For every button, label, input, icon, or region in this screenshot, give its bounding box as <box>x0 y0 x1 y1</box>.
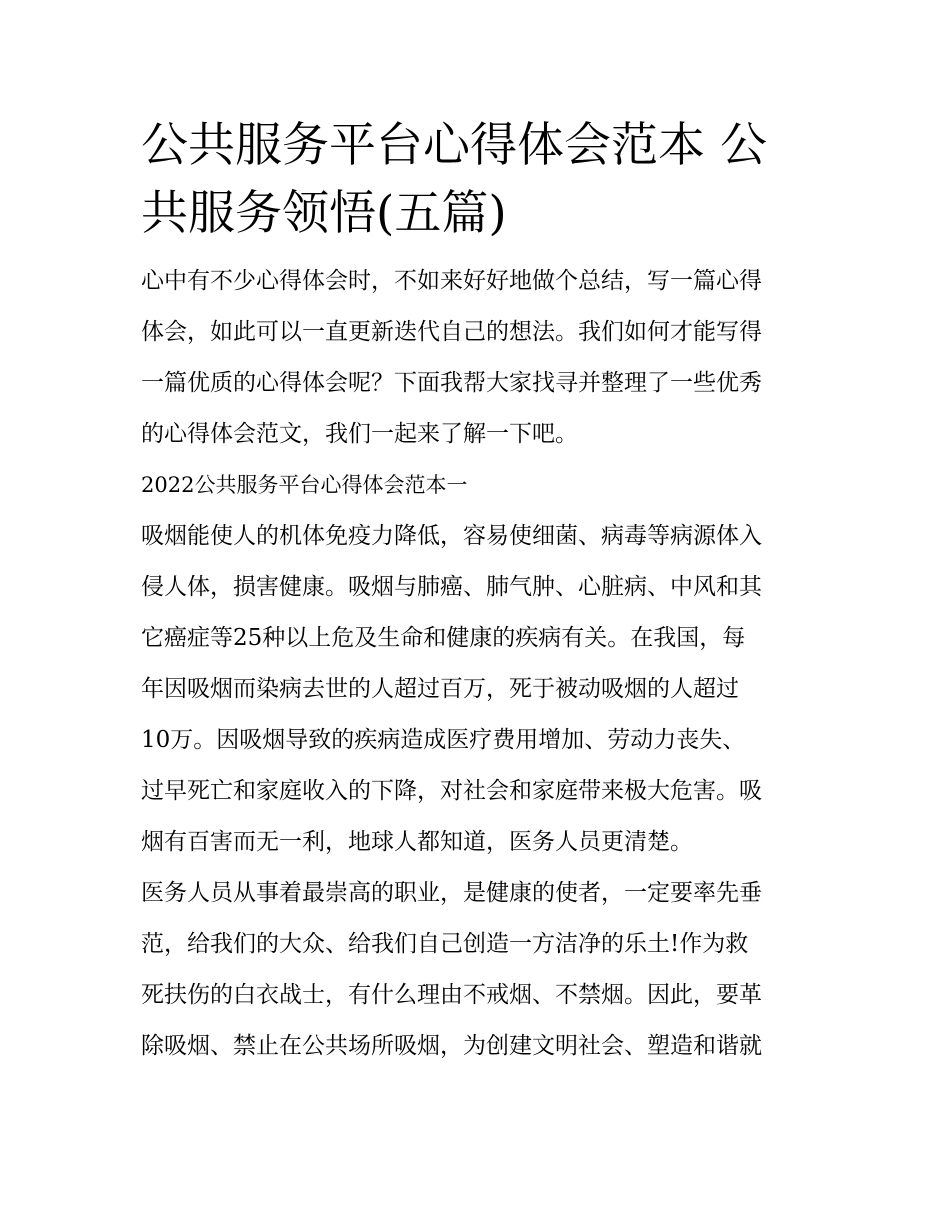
body-paragraph-1 <box>141 511 813 868</box>
paragraph-line: 除吸烟、禁止在公共场所吸烟，为创建文明社会、塑造和谐就 <box>141 1033 762 1059</box>
intro-line: 的心得体会范文，我们一起来了解一下吧。 <box>141 421 578 447</box>
paragraph-line: 医务人员从事着最崇高的职业，是健康的使者，一定要率先垂 <box>141 880 762 906</box>
intro-line: 一篇优质的心得体会呢？下面我帮大家找寻并整理了一些优秀 <box>141 370 762 396</box>
paragraph-line: 范，给我们的大众、给我们自己创造一方洁净的乐土!作为救 <box>141 931 749 957</box>
intro-line: 体会，如此可以一直更新迭代自己的想法。我们如何才能写得 <box>141 319 762 345</box>
paragraph-line: 侵人体，损害健康。吸烟与肺癌、肺气肿、心脏病、中风和其 <box>141 574 762 600</box>
document-page <box>141 112 813 1072</box>
paragraph-line: 10万。因吸烟导致的疾病造成医疗费用增加、劳动力丧失、 <box>141 727 746 753</box>
title-line: 共服务领悟(五篇) <box>141 186 507 241</box>
paragraph-line: 吸烟能使人的机体免疫力降低，容易使细菌、病毒等病源体入 <box>141 523 762 549</box>
paragraph-line: 死扶伤的白衣战士，有什么理由不戒烟、不禁烟。因此，要革 <box>141 982 762 1008</box>
body-paragraph-2 <box>141 868 813 1072</box>
paragraph-line: 年因吸烟而染病去世的人超过百万，死于被动吸烟的人超过 <box>141 676 739 702</box>
section-heading: 2022公共服务平台心得体会范本一 <box>141 473 468 497</box>
paragraph-line: 烟有百害而无一利，地球人都知道，医务人员更清楚。 <box>141 829 693 855</box>
paragraph-line: 过早死亡和家庭收入的下降，对社会和家庭带来极大危害。吸 <box>141 778 762 804</box>
intro-paragraph <box>141 256 813 460</box>
intro-line: 心中有不少心得体会时，不如来好好地做个总结，写一篇心得 <box>141 268 762 294</box>
paragraph-line: 它癌症等25种以上危及生命和健康的疾病有关。在我国，每 <box>141 625 746 651</box>
title-line: 公共服务平台心得体会范本 公 <box>141 118 767 173</box>
document-title <box>141 112 813 248</box>
